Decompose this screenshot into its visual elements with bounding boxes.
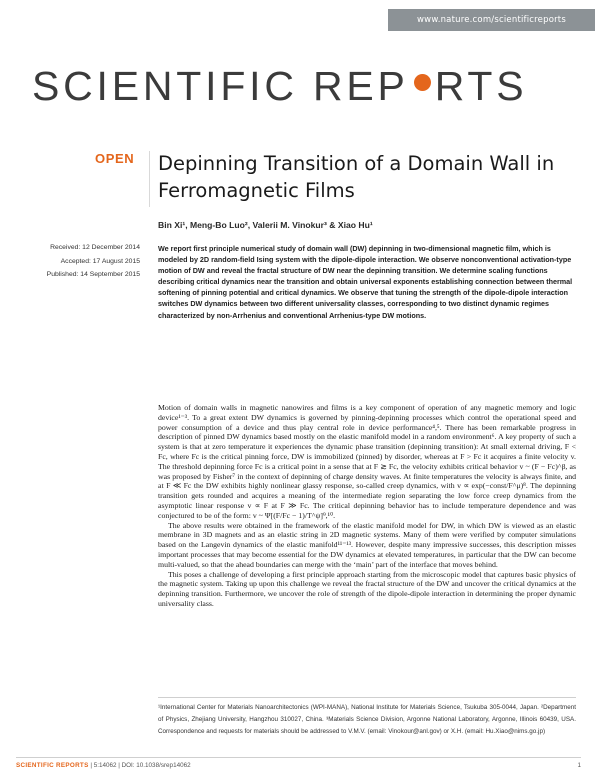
received-date: Received: 12 December 2014 — [50, 244, 140, 251]
article-body — [158, 403, 576, 609]
abstract: We report first principle numerical study of domain wall (DW) depinning in two-dimensional magnetic film, which is modeled by 2D random-field Ising system with the dipole-dipole interaction. We observe nonconventional activation-type motion of DW and reveal the fractal structure of DW near the depinning transition. We determine scaling functions describing critical dynamics near the transition and obtain universal exponents establishing connection between thermal softening of pinning potential and critical dynamics. We observe that tuning the strength of the dipole-dipole interaction switches DW dynamics between two different universality classes, corresponding to two distinct dynamic regimes characterized by non-Arrhenius and conventional Arrhenius-type DW motions. — [158, 244, 573, 320]
page-footer — [16, 757, 581, 769]
body-paragraph: The above results were obtained in the framework of the elastic manifold model for DW, in which DW is viewed as an elastic membrane in 3D magnets and as an elastic string in 2D magnetic systems. Many of them were verified by computer simulations based on the Langevin dynamics of the elastic manifold¹¹⁻¹³. However, despite many impressive successes, this description misses important processes that may become essential for the DW dynamics at elevated temperatures, in particular that the DW can become multi-valued, so that the ahead boundaries can merge with the ‘main’ part of the interface that moves behind. — [158, 520, 576, 569]
affiliations-footnote: ¹International Center for Materials Nanoarchitectonics (WPI-MANA), National Institute for Materials Science, Tsukuba 305-0044, Japan. ²Department of Physics, Zhejiang University, Hangzhou 310027, China. ³Materials Science Division, Argonne National Laboratory, Argonne, Illinois 60439, USA. Correspondence and requests for materials should be addressed to V.M.V. (email: Vinokour@anl.gov) or X.H. (email: Hu.Xiao@nims.go.jp) — [158, 697, 576, 737]
journal-url-banner[interactable]: www.nature.com/scientificreports — [388, 9, 595, 31]
journal-logo-right: RTS — [434, 63, 528, 109]
journal-logo — [32, 63, 528, 109]
header-divider — [149, 151, 150, 207]
body-paragraph: This poses a challenge of developing a first principle approach starting from the microscopic model that captures basic physics of the magnetic system. Taking up upon this challenge we reveal the fractal structure of the DW and uncover the critical dynamics at the depinning transition. Furthermore, we uncover the role of strength of the dipole-dipole interaction in determining the proper dynamic universality class. — [158, 569, 576, 608]
footer-publication: SCIENTIFIC REPORTS — [16, 762, 89, 769]
published-date: Published: 14 September 2015 — [46, 271, 140, 278]
author-list: Bin Xi¹, Meng-Bo Luo², Valerii M. Vinokur³ & Xiao Hu¹ — [158, 220, 373, 230]
article-dates — [20, 241, 140, 282]
article-title: Depinning Transition of a Domain Wall in Ferromagnetic Films — [158, 152, 555, 202]
body-paragraph: Motion of domain walls in magnetic nanowires and films is a key component of operation of any magnetic memory and logic device¹⁻³. To a great extent DW dynamics is governed by pinning-depinning processes which control the operational speed and power consumption of a device and thus play central role in device performance⁴,⁵. There has been remarkable progress in description of pinned DW dynamics based mostly on the elastic manifold model in a random environment⁶. A key property of such a system is that at zero temperature it experiences the dynamic phase transition (depinning transition): At small external driving, F < Fc, where Fc is the critical pinning force, DW is immobilized (pinned) by disorder, whereas at F > Fc it acquires a finite velocity v. The threshold depinning force Fc is a critical point in a sense that at F ≳ Fc, the velocity exhibits critical behavior v ~ (F − Fc)^β, as was proposed by Fisher⁷ in the context of depinning of charge density waves. At finite temperatures the velocity is always finite, and at F ≪ Fc the DW exhibits highly nonlinear glassy response, so-called creep dynamics, with v ∝ exp(−const/F^μ)⁸. The depinning transition gets rounded and acquires a meaning of the intermediate region separating the low force creep dynamics from the asymptotic linear response v ∝ F at F ≫ Fc. The critical depinning behavior has to include temperature dependence and was conjectured to be of the form: v ~ Ψ[(F/Fc − 1)/T^ψ]⁹,¹⁰. — [158, 403, 576, 520]
footer-citation: | 5:14062 | DOI: 10.1038/srep14062 — [90, 762, 191, 769]
page-number: 1 — [577, 762, 581, 769]
open-access-label: OPEN — [95, 151, 135, 166]
logo-dot-icon — [414, 74, 431, 91]
accepted-date: Accepted: 17 August 2015 — [60, 257, 140, 265]
journal-logo-left: SCIENTIFIC REP — [32, 63, 409, 109]
